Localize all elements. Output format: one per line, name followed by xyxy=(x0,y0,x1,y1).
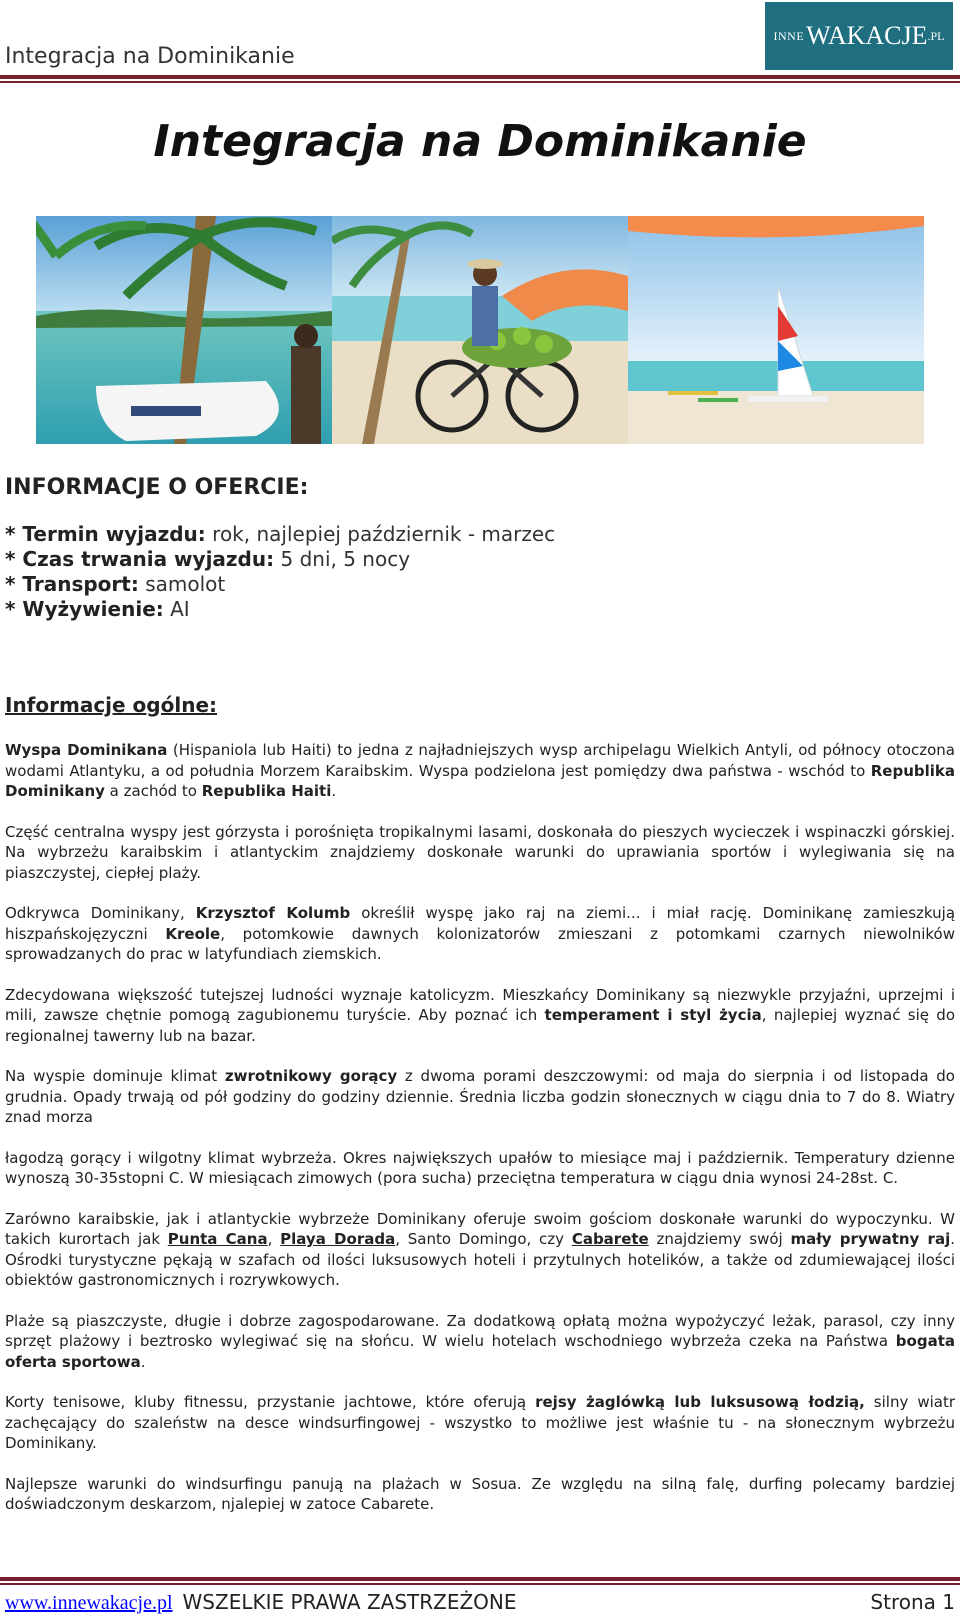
beach-photo-boat xyxy=(36,216,332,444)
beach-photo-catamaran xyxy=(628,216,924,444)
offer-heading: INFORMACJE O OFERCIE: xyxy=(5,475,309,500)
offer-fact xyxy=(5,547,555,572)
paragraph: Zdecydowana większość tutejszej ludności wyznaje katolicyzm. Mieszkańcy Dominikany są niezwykle przyjaźni, uprzejmi i mili, zawsze chętnie pomogą zagubionemu turyście. Aby poznać ich temperament i styl życia, najlepiej wyznać się do regionalnej tawerny lub na bazar. xyxy=(5,985,956,1045)
fact-value: 5 dni, 5 nocy xyxy=(280,547,411,571)
beach-photo-coconut-vendor xyxy=(332,216,628,444)
logo-part-pl: .PL xyxy=(927,28,945,43)
fact-label: * Czas trwania wyjazdu: xyxy=(5,547,275,571)
fact-label: * Transport: xyxy=(5,572,139,596)
footer-rule xyxy=(0,1577,960,1585)
offer-fact xyxy=(5,522,555,547)
footer-rights: WSZELKIE PRAWA ZASTRZEŻONE xyxy=(182,1590,517,1614)
general-info-body xyxy=(5,740,955,1535)
fact-value: samolot xyxy=(145,572,226,596)
page-number: Strona 1 xyxy=(870,1590,955,1614)
fact-label: * Wyżywienie: xyxy=(5,597,164,621)
paragraph: Wyspa Dominikana (Hispaniola lub Haiti) to jedna z najładniejszych wysp archipelagu Wielkich Antyli, od północy otoczona wodami Atlantyku, a od południa Morzem Karaibskim. Wyspa podzielona jest pomiędzy dwa państwa - wschód to Republika Dominikany a zachód to Republika Haiti. xyxy=(5,741,955,800)
paragraph: Na wyspie dominuje klimat zwrotnikowy gorący z dwoma porami deszczowymi: od maja do sierpnia i od listopada do grudnia. Opady trwają od pół godziny do godziny dziennie. Średnia liczba godzin słonecznych w ciągu dnia to 7 do 8. Wiatry znad morza xyxy=(5,1067,955,1126)
beach-photo-collage xyxy=(36,216,924,444)
paragraph: łagodzą gorący i wilgotny klimat wybrzeża. Okres największych upałów to miesiące maj i październik. Temperatury dzienne wynoszą 30-35stopni C. W miesiącach zimowych (pora sucha) przeciętna temperatura w ciągu dnia wynosi 24-28st. C. xyxy=(5,1148,955,1187)
paragraph: Najlepsze warunki do windsurfingu panują na plażach w Sosua. Ze względu na silną falę, durfing polecamy bardziej doświadczonym deskarzom, njalepiej w zatoce Cabarete. xyxy=(5,1474,955,1513)
paragraph: Część centralna wyspy jest górzysta i porośnięta tropikalnymi lasami, doskonała do pieszych wycieczek i wspinaczki górskiej. Na wybrzeżu karaibskim i atlantyckim znajdziemy doskonałe warunki do uprawiania sportów i wylegiwania się na piaszczystej, ciepłej plaży. xyxy=(5,822,955,882)
fact-value: AI xyxy=(170,597,190,621)
paragraph: Zarówno karaibskie, jak i atlantyckie wybrzeże Dominikany oferuje swoim gościom doskonałe warunki do wypoczynku. W takich kurortach jak Punta Cana, Playa Dorada, Santo Domingo, czy Cabarete znajdziemy swój mały prywatny raj. Ośrodki turystyczne pękają w szafach od ilości luksusowych hoteli i przytulnych hotelików, a także od zdumiewającej ilości obiektów gastronomicznych i rozrywkowych. xyxy=(5,1209,955,1289)
offer-facts xyxy=(5,522,555,622)
innewakacje-logo[interactable] xyxy=(765,2,953,70)
footer-website-link[interactable]: www.innewakacje.pl xyxy=(5,1592,173,1614)
general-info-heading: Informacje ogólne: xyxy=(5,693,218,717)
link-cabarete[interactable]: Cabarete xyxy=(571,1230,649,1248)
offer-fact xyxy=(5,572,555,597)
logo-part-inne: INNE xyxy=(773,28,805,43)
offer-fact xyxy=(5,597,555,622)
logo-part-wakacje: WAKACJE xyxy=(806,21,928,50)
paragraph: Odkrywca Dominikany, Krzysztof Kolumb określił wyspę jako raj na ziemi... i miał rację. Dominikanę zamieszkują hiszpańskojęzyczni Kreole, potomkowie dawnych kolonizatorów zmieszani z potomkami czarnych niewolników sprowadzanych do prac w latyfundiach ziemskich. xyxy=(5,904,956,963)
link-playa-dorada[interactable]: Playa Dorada xyxy=(280,1230,396,1248)
document-title: Integracja na Dominikanie xyxy=(153,116,807,167)
fact-value: rok, najlepiej październik - marzec xyxy=(212,522,556,546)
paragraph: Korty tenisowe, kluby fitnessu, przystanie jachtowe, które oferują rejsy żaglówką lub luksusową łodzią, silny wiatr zachęcający do szaleństw na desce windsurfingowej - wszystko to możliwe jest właśnie tu - na słonecznym wybrzeżu Dominikany. xyxy=(5,1393,955,1452)
link-punta-cana[interactable]: Punta Cana xyxy=(167,1230,268,1248)
header-title: Integracja na Dominikanie xyxy=(5,44,295,69)
page-footer xyxy=(5,1590,955,1616)
paragraph: Plaże są piaszczyste, długie i dobrze zagospodarowane. Za dodatkową opłatą można wypożyczyć leżak, parasol, czy inny sprzęt plażowy i beztrosko wylegiwać się na słońcu. W wielu hotelach wschodniego wybrzeża czeka na Państwa bogata oferta sportowa. xyxy=(5,1311,955,1371)
fact-label: * Termin wyjazdu: xyxy=(5,522,206,546)
header-rule xyxy=(0,75,960,83)
